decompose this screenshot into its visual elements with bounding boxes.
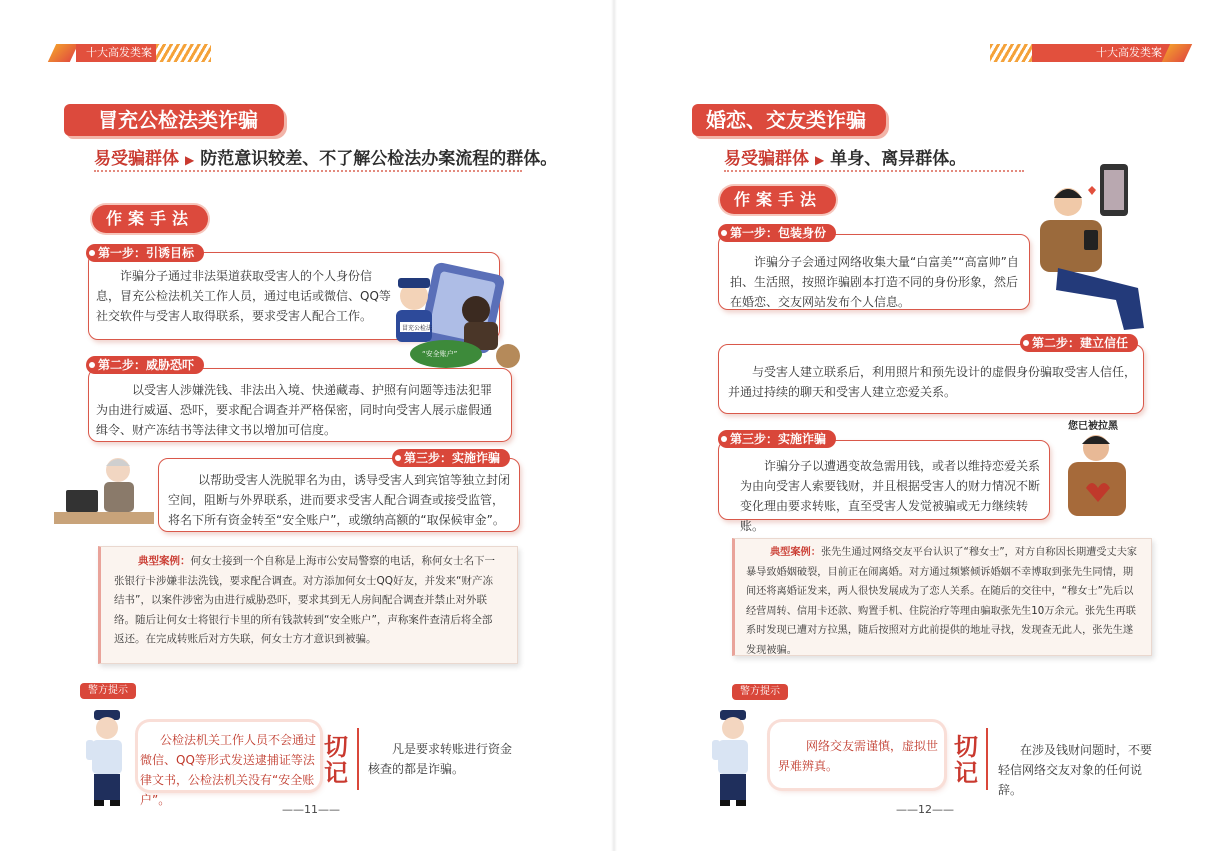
header-stripes [156,44,211,62]
method-title: 作案手法 [720,186,836,214]
victim-label: 易受骗群体 [724,149,809,169]
step-3-text: 诈骗分子以遭遇变故急需用钱，或者以维持恋爱关系为由向受害人索要钱财，并且根据受害人的财力情况不断变化理由要求转账，直至受害人发觉被骗或无力继续转账。 [740,459,1041,533]
qieji-heading [954,734,978,786]
police-tip-tag: 警方提示 [732,684,788,700]
police-officer-illustration [82,708,134,808]
victim-text: 单身、离异群体。 [830,149,967,169]
case-label: 典型案例： [138,555,191,567]
victim-text: 防范意识较差、不了解公检法办案流程的群体。 [200,149,558,169]
bag-text: “安全账户” [422,350,458,358]
police-tip-text: 公检法机关工作人员不会通过微信、QQ等形式发送逮捕证等法律文书，公检法机关没有“安全账户”。 [140,733,317,807]
badge-text: 冒充公检法 [402,325,433,332]
page-number-value: 11 [304,803,318,816]
remember-text: 凡是要求转账进行资金核查的都是诈骗。 [368,742,513,776]
page-title: 婚恋、交友类诈骗 [692,104,886,136]
qieji-divider [357,728,359,790]
elderly-victim-illustration [52,452,156,526]
page-number: ——12—— [896,803,954,816]
page-title: 冒充公检法类诈骗 [64,104,284,136]
step-1-label: 第一步：引诱目标 [86,244,204,262]
method-title: 作案手法 [92,205,208,233]
dotted-divider [724,170,1024,172]
victim-line [724,144,966,169]
case-text: 张先生通过网络交友平台认识了“穆女士”，对方自称因长期遭受丈夫家暴导致婚姻破裂，目前正在闹离婚。对方通过频繁倾诉婚姻不幸博取到张先生同情，期间还将离婚证发来，两人很快发展成为了恋人关系。在随后的交往中，“穆女士”先后以经营周转、信用卡还款、购置手机、住院治疗等理由骗取张先生10万余元。张先生再联系时发现已遭对方拉黑，随后按照对方此前提供的地址寻找，发现查无此人，张先生遂发现被骗。 [746,547,1138,656]
qieji-char-2: 记 [954,758,978,787]
qieji-heading [324,734,348,786]
victim-line [94,144,557,169]
police-officer-illustration [708,708,760,808]
page-number-value: 12 [918,803,932,816]
step-2-text: 以受害人涉嫌洗钱、非法出入境、快递藏毒、护照有问题等违法犯罪为由进行威逼、恐吓，要求配合调查并严格保密，同时向受害人展示虚假通缉令、财产冻结书等法律文书以增加可信度。 [96,383,493,437]
step-3-label: 第三步：实施诈骗 [718,430,836,448]
case-label: 典型案例： [770,547,821,558]
step-3-label: 第三步：实施诈骗 [392,449,510,467]
qieji-char-1: 切 [954,732,978,761]
triangle-icon: ▶ [185,153,195,167]
qieji-divider [986,728,988,790]
header-ornament [48,44,78,62]
header-stripes [990,44,1032,62]
case-text: 何女士接到一个自称是上海市公安局警察的电话，称何女士名下一张银行卡涉嫌非法洗钱，要求配合调查。对方添加何女士QQ好友，并发来“财产冻结书”，以案件涉密为由进行威胁恐吓，要求其到无人房间配合调查并禁止对外联络。随后让何女士将银行卡里的所有钱款转到“安全账户”，声称案件查清后将全部返还。在完成转账后对方失联，何女士方才意识到被骗。 [114,555,495,645]
step-1-text: 诈骗分子通过非法渠道获取受害人的个人身份信息，冒充公检法机关工作人员，通过电话或微信、QQ等社交软件与受害人取得联系，要求受害人配合工作。 [96,269,391,323]
police-tip-tag: 警方提示 [80,683,136,699]
qieji-char-1: 切 [324,732,348,761]
police-tip-text: 网络交友需谨慎，虚拟世界难辨真。 [778,739,939,773]
step-2-label: 第二步：威胁恐吓 [86,356,204,374]
header-title: 十大高发类案 [76,44,176,62]
right-page [614,0,1228,851]
man-with-phone-illustration [1028,162,1148,334]
remember-text: 在涉及钱财问题时，不要轻信网络交友对象的任何说辞。 [998,743,1153,797]
step-2-text: 与受害人建立联系后，利用照片和预先设计的虚假身份骗取受害人信任，并通过持续的聊天和受害人建立恋爱关系。 [728,365,1137,399]
step-3-text: 以帮助受害人洗脱罪名为由，诱导受害人到宾馆等独立封闭空间，阻断与外界联系，进而要求受害人配合调查或接受监管，将名下所有资金转至“安全账户”，或缴纳高额的“取保候审金”。 [168,473,511,527]
victim-label: 易受骗群体 [94,149,179,169]
step-2-label: 第二步：建立信任 [1020,334,1138,352]
fake-police-illustration [384,260,526,372]
header-title: 十大高发类案 [1032,44,1172,62]
triangle-icon: ▶ [815,153,825,167]
case-paragraph [114,552,502,650]
step-1-label: 第一步：包装身份 [718,224,836,242]
blocked-label: 您已被拉黑 [1068,421,1118,432]
qieji-char-2: 记 [324,758,348,787]
case-paragraph [746,543,1138,660]
step-1-text: 诈骗分子会通过网络收集大量“白富美”“高富帅”自拍、生活照，按照诈骗剧本打造不同的身份形象，然后在婚恋、交友网站发布个人信息。 [730,255,1019,309]
dotted-divider [94,170,522,172]
heartbroken-man-illustration [1062,430,1134,520]
page-number: ——11—— [282,803,340,816]
